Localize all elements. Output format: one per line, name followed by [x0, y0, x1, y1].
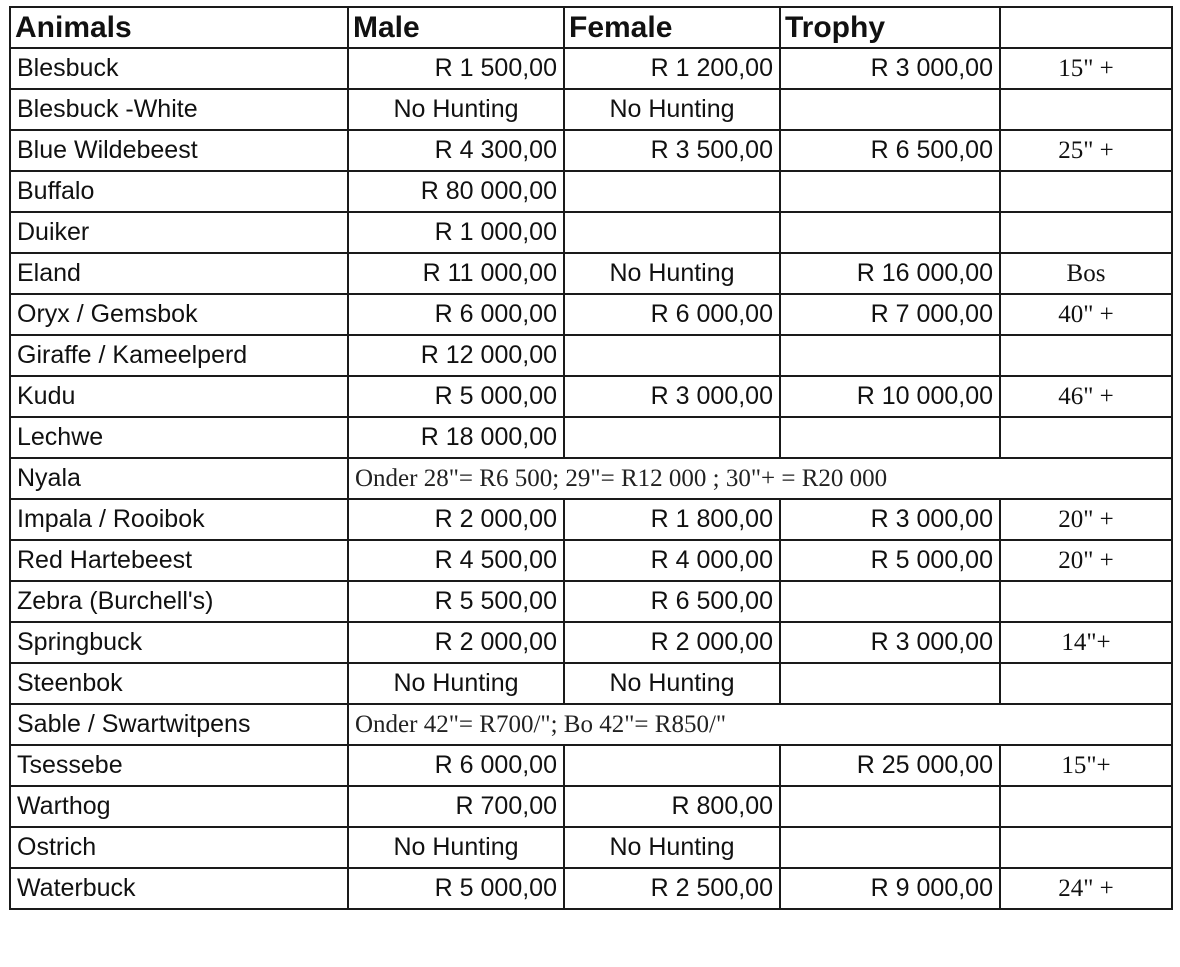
female-price-cell: No Hunting	[564, 827, 780, 868]
animal-name-cell: Duiker	[10, 212, 348, 253]
animal-name-cell: Impala / Rooibok	[10, 499, 348, 540]
female-price-cell: No Hunting	[564, 253, 780, 294]
table-row	[10, 253, 1172, 294]
male-price-cell: R 4 500,00	[348, 540, 564, 581]
animal-name-cell: Lechwe	[10, 417, 348, 458]
female-price-cell: R 1 200,00	[564, 48, 780, 89]
male-price-cell: No Hunting	[348, 827, 564, 868]
price-note-cell: Onder 42"= R700/"; Bo 42"= R850/"	[348, 704, 1172, 745]
table-row	[10, 745, 1172, 786]
male-price-cell: R 5 000,00	[348, 868, 564, 909]
price-note-cell: Onder 28"= R6 500; 29"= R12 000 ; 30"+ = R20 000	[348, 458, 1172, 499]
animal-name-cell: Nyala	[10, 458, 348, 499]
trophy-price-cell: R 16 000,00	[780, 253, 1000, 294]
header-row	[10, 7, 1172, 48]
animal-name-cell: Blesbuck	[10, 48, 348, 89]
trophy-size-cell	[1000, 786, 1172, 827]
trophy-size-cell: 14"+	[1000, 622, 1172, 663]
female-price-cell: R 6 500,00	[564, 581, 780, 622]
header-size	[1000, 7, 1172, 48]
male-price-cell: R 12 000,00	[348, 335, 564, 376]
trophy-price-cell: R 3 000,00	[780, 622, 1000, 663]
female-price-cell: R 1 800,00	[564, 499, 780, 540]
table-row	[10, 540, 1172, 581]
table-row	[10, 335, 1172, 376]
table-row	[10, 130, 1172, 171]
trophy-price-cell	[780, 581, 1000, 622]
animal-name-cell: Red Hartebeest	[10, 540, 348, 581]
table-row	[10, 89, 1172, 130]
trophy-price-cell: R 3 000,00	[780, 499, 1000, 540]
trophy-price-cell	[780, 663, 1000, 704]
trophy-price-cell	[780, 89, 1000, 130]
animal-name-cell: Waterbuck	[10, 868, 348, 909]
male-price-cell: R 18 000,00	[348, 417, 564, 458]
trophy-price-cell: R 7 000,00	[780, 294, 1000, 335]
trophy-size-cell	[1000, 89, 1172, 130]
female-price-cell: No Hunting	[564, 89, 780, 130]
animal-name-cell: Sable / Swartwitpens	[10, 704, 348, 745]
header-male: Male	[348, 7, 564, 48]
trophy-price-cell: R 3 000,00	[780, 48, 1000, 89]
table-row	[10, 458, 1172, 499]
trophy-size-cell	[1000, 212, 1172, 253]
male-price-cell: R 1 500,00	[348, 48, 564, 89]
trophy-size-cell: Bos	[1000, 253, 1172, 294]
trophy-size-cell: 46" +	[1000, 376, 1172, 417]
male-price-cell: No Hunting	[348, 89, 564, 130]
male-price-cell: R 5 000,00	[348, 376, 564, 417]
female-price-cell	[564, 417, 780, 458]
table-row	[10, 171, 1172, 212]
animal-name-cell: Ostrich	[10, 827, 348, 868]
female-price-cell	[564, 745, 780, 786]
trophy-price-cell	[780, 212, 1000, 253]
animal-name-cell: Warthog	[10, 786, 348, 827]
table-row	[10, 581, 1172, 622]
female-price-cell: R 2 500,00	[564, 868, 780, 909]
trophy-size-cell: 15"+	[1000, 745, 1172, 786]
trophy-price-cell: R 6 500,00	[780, 130, 1000, 171]
female-price-cell: No Hunting	[564, 663, 780, 704]
table-row	[10, 417, 1172, 458]
female-price-cell	[564, 335, 780, 376]
male-price-cell: R 5 500,00	[348, 581, 564, 622]
table-row	[10, 663, 1172, 704]
table-row	[10, 48, 1172, 89]
table-body	[10, 48, 1172, 909]
table-row	[10, 786, 1172, 827]
table-row	[10, 499, 1172, 540]
animal-name-cell: Buffalo	[10, 171, 348, 212]
trophy-size-cell	[1000, 171, 1172, 212]
trophy-size-cell: 20" +	[1000, 499, 1172, 540]
trophy-price-cell: R 9 000,00	[780, 868, 1000, 909]
trophy-size-cell	[1000, 417, 1172, 458]
trophy-size-cell: 25" +	[1000, 130, 1172, 171]
male-price-cell: R 4 300,00	[348, 130, 564, 171]
trophy-price-cell: R 25 000,00	[780, 745, 1000, 786]
trophy-price-cell	[780, 786, 1000, 827]
header-animals: Animals	[10, 7, 348, 48]
header-female: Female	[564, 7, 780, 48]
male-price-cell: R 700,00	[348, 786, 564, 827]
trophy-price-cell	[780, 417, 1000, 458]
animal-name-cell: Giraffe / Kameelperd	[10, 335, 348, 376]
male-price-cell: R 2 000,00	[348, 622, 564, 663]
male-price-cell: R 80 000,00	[348, 171, 564, 212]
table-row	[10, 376, 1172, 417]
table-row	[10, 704, 1172, 745]
female-price-cell: R 6 000,00	[564, 294, 780, 335]
trophy-size-cell: 15" +	[1000, 48, 1172, 89]
animal-name-cell: Blue Wildebeest	[10, 130, 348, 171]
female-price-cell: R 4 000,00	[564, 540, 780, 581]
trophy-price-cell	[780, 827, 1000, 868]
male-price-cell: R 6 000,00	[348, 294, 564, 335]
animal-name-cell: Steenbok	[10, 663, 348, 704]
table-row	[10, 868, 1172, 909]
table-row	[10, 294, 1172, 335]
animal-name-cell: Tsessebe	[10, 745, 348, 786]
trophy-size-cell	[1000, 827, 1172, 868]
trophy-size-cell	[1000, 663, 1172, 704]
trophy-size-cell: 24" +	[1000, 868, 1172, 909]
animal-name-cell: Zebra (Burchell's)	[10, 581, 348, 622]
trophy-size-cell: 40" +	[1000, 294, 1172, 335]
female-price-cell: R 3 500,00	[564, 130, 780, 171]
trophy-size-cell	[1000, 335, 1172, 376]
table-row	[10, 212, 1172, 253]
female-price-cell	[564, 212, 780, 253]
male-price-cell: R 6 000,00	[348, 745, 564, 786]
animal-name-cell: Springbuck	[10, 622, 348, 663]
trophy-price-cell	[780, 335, 1000, 376]
male-price-cell: R 11 000,00	[348, 253, 564, 294]
animal-name-cell: Eland	[10, 253, 348, 294]
female-price-cell: R 2 000,00	[564, 622, 780, 663]
trophy-price-cell: R 5 000,00	[780, 540, 1000, 581]
table-row	[10, 827, 1172, 868]
animal-name-cell: Oryx / Gemsbok	[10, 294, 348, 335]
trophy-price-cell	[780, 171, 1000, 212]
price-table	[9, 6, 1173, 910]
animal-name-cell: Blesbuck -White	[10, 89, 348, 130]
male-price-cell: R 2 000,00	[348, 499, 564, 540]
header-trophy: Trophy	[780, 7, 1000, 48]
female-price-cell: R 3 000,00	[564, 376, 780, 417]
female-price-cell	[564, 171, 780, 212]
trophy-price-cell: R 10 000,00	[780, 376, 1000, 417]
trophy-size-cell	[1000, 581, 1172, 622]
table-row	[10, 622, 1172, 663]
trophy-size-cell: 20" +	[1000, 540, 1172, 581]
animal-name-cell: Kudu	[10, 376, 348, 417]
female-price-cell: R 800,00	[564, 786, 780, 827]
male-price-cell: No Hunting	[348, 663, 564, 704]
male-price-cell: R 1 000,00	[348, 212, 564, 253]
